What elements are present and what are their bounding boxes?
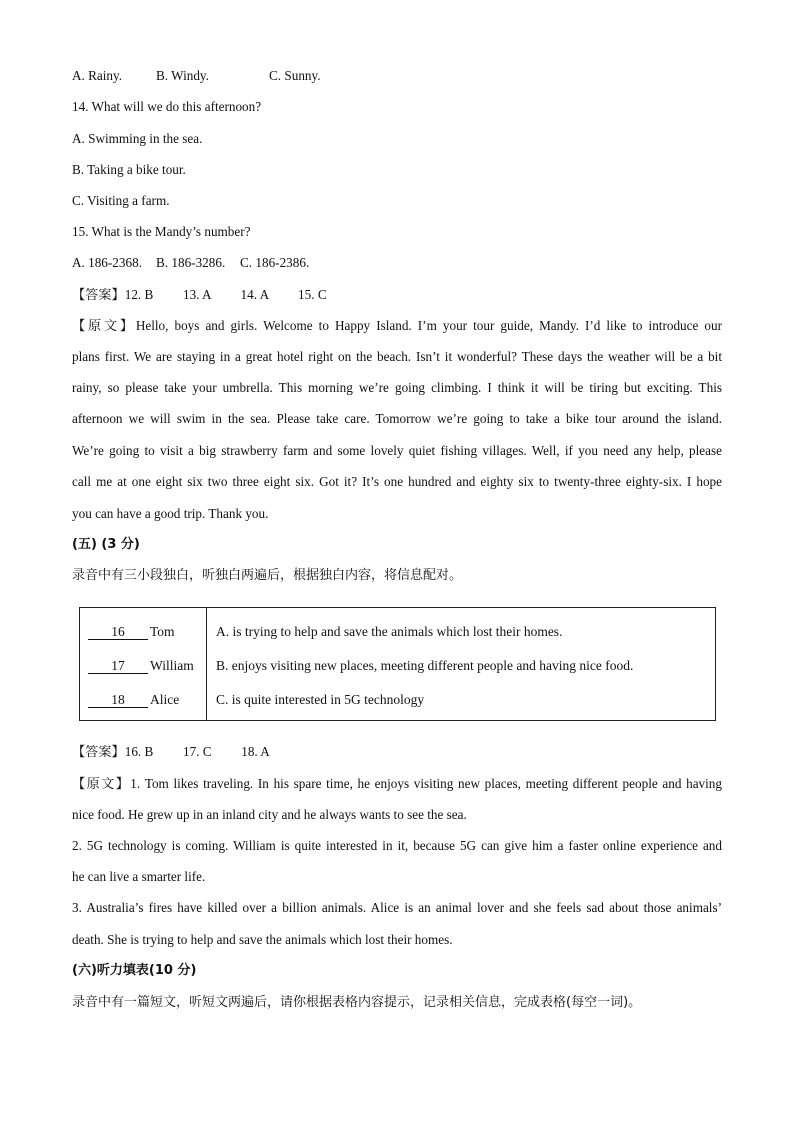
match-row-18 <box>80 683 206 717</box>
matching-options-column <box>207 608 716 721</box>
matching-table <box>79 607 716 721</box>
q13-option-a: A. Rainy. <box>72 68 123 83</box>
q15-option-a: A. 186-2368. <box>72 255 142 270</box>
transcript-line: he can live a smarter life. <box>72 869 206 884</box>
q14-option-a: A. Swimming in the sea. <box>72 131 203 146</box>
answer-blank-18[interactable]: 18 <box>88 693 148 708</box>
section6-heading: (六)听力填表(10 分) <box>72 963 197 978</box>
person-name: Tom <box>150 624 175 639</box>
match-row-17 <box>80 649 206 683</box>
q15-option-b: B. 186-3286. <box>156 255 226 270</box>
person-name: Alice <box>150 692 180 707</box>
transcript-line: 【原文】1. Tom likes traveling. In his spare time, he enjoys visiting new places, meeting different people and having <box>72 776 722 791</box>
q14-question: 14. What will we do this afternoon? <box>72 99 262 114</box>
person-name: William <box>150 658 194 673</box>
transcript-line: We’re going to visit a big strawberry farm and some lovely quiet fishing villages. Well, if you need any help, please <box>72 443 722 458</box>
q15-question: 15. What is the Mandy’s number? <box>72 224 251 239</box>
match-option-b: B. enjoys visiting new places, meeting different people and having nice food. <box>216 658 634 673</box>
transcript-line: rainy, so please take your umbrella. This morning we’re going climbing. I think it will be tiring but exciting. This <box>72 380 722 395</box>
matching-names-column <box>80 608 207 721</box>
transcript-line: death. She is trying to help and save the animals which lost their homes. <box>72 932 453 947</box>
answer-12-15: 【答案】12. B 13. A 14. A 15. C <box>72 287 327 302</box>
answer-blank-16[interactable]: 16 <box>88 625 148 640</box>
transcript-line: afternoon we will swim in the sea. Please take care. Tomorrow we’re going to take a bike tour around the island. <box>72 411 722 426</box>
section5-heading: (五) (3 分) <box>72 537 140 552</box>
transcript-line: 3. Australia’s fires have killed over a billion animals. Alice is an animal lover and she feels sad about those animals’ <box>72 900 722 915</box>
answer-16-18: 【答案】16. B 17. C 18. A <box>72 744 270 759</box>
transcript-line: plans first. We are staying in a great hotel right on the beach. Isn’t it wonderful? These days the weather will be a bit <box>72 349 722 364</box>
section5-instruction: 录音中有三小段独白，听独白两遍后，根据独白内容，将信息配对。 <box>72 568 463 583</box>
q15-option-c: C. 186-2386. <box>240 255 310 270</box>
q15-options <box>72 255 309 271</box>
transcript-line: 2. 5G technology is coming. William is quite interested in it, because 5G can give him a faster online experience and <box>72 838 722 853</box>
transcript-line: nice food. He grew up in an inland city and he always wants to see the sea. <box>72 807 467 822</box>
q14-option-c: C. Visiting a farm. <box>72 193 170 208</box>
match-option-c: C. is quite interested in 5G technology <box>216 692 425 707</box>
q13-option-c: C. Sunny. <box>269 68 321 83</box>
q14-option-b: B. Taking a bike tour. <box>72 162 186 177</box>
q13-options <box>72 68 321 84</box>
q13-option-b: B. Windy. <box>156 68 209 83</box>
match-row-16 <box>80 615 206 649</box>
match-option-a: A. is trying to help and save the animals which lost their homes. <box>216 624 563 639</box>
transcript-line-last: you can have a good trip. Thank you. <box>72 506 269 521</box>
answer-blank-17[interactable]: 17 <box>88 659 148 674</box>
section6-instruction: 录音中有一篇短文，听短文两遍后，请你根据表格内容提示，记录相关信息，完成表格(每空一词)。 <box>72 995 642 1010</box>
transcript-line: 【原文】Hello, boys and girls. Welcome to Happy Island. I’m your tour guide, Mandy. I’d like to introduce our <box>72 318 722 333</box>
transcript-line: call me at one eight six two three eight six. Got it? It’s one hundred and eighty six to twenty-three eighty-six. I hope <box>72 474 722 489</box>
